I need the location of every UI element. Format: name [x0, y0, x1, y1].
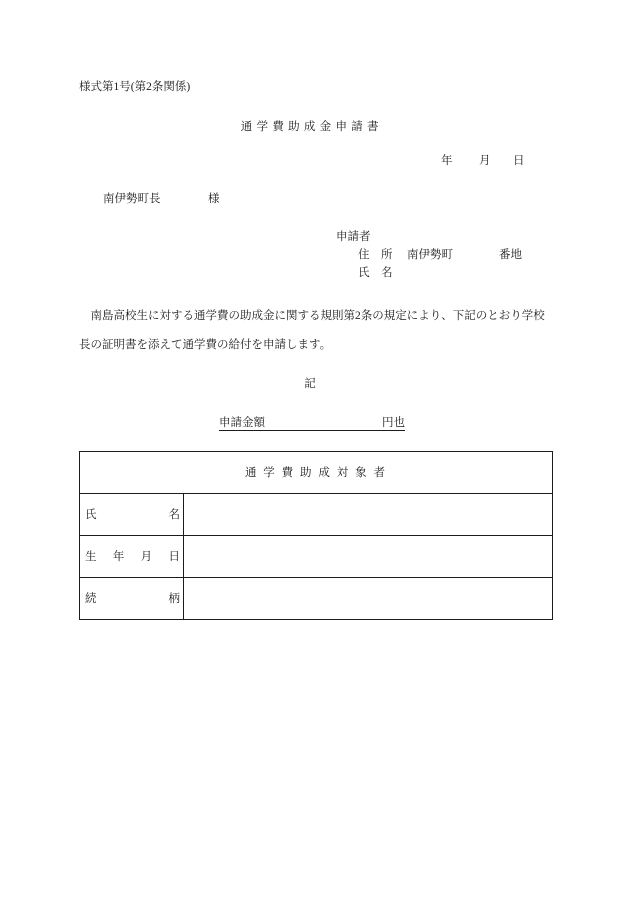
beneficiary-table [79, 451, 553, 620]
table-row [80, 494, 552, 536]
row-label-char: 氏 [85, 508, 97, 521]
body-text-line: 南島高校生に対する通学費の助成金に関する規則第2条の規定により、下記のとおり学校 [90, 310, 545, 322]
form-title: 通 学 費 助 成 金 申 請 書 [240, 121, 380, 133]
date-year-label: 年 [441, 155, 453, 167]
address-label-char: 所 [381, 249, 393, 261]
applicant-heading: 申請者 [336, 231, 371, 243]
row-value-cell [184, 494, 552, 535]
address-label-char: 住 [358, 249, 370, 261]
address-town: 南伊勢町 [407, 249, 453, 261]
table-row [80, 536, 552, 578]
row-label-char: 日 [168, 550, 180, 563]
row-value-cell [184, 536, 552, 577]
table-header: 通 学 費 助 成 対 象 者 [80, 452, 552, 494]
amount-suffix: 円也 [382, 417, 405, 429]
row-label-char: 続 [85, 592, 97, 605]
row-label-char: 月 [140, 550, 153, 563]
row-label [80, 536, 184, 577]
amount-blank [265, 416, 382, 430]
row-label-char: 名 [168, 508, 180, 521]
date-month-label: 月 [479, 155, 491, 167]
name-label-char: 名 [381, 267, 393, 279]
row-label-char: 柄 [168, 592, 180, 605]
form-number-label: 様式第1号(第2条関係) [79, 81, 191, 93]
amount-label: 申請金額 [219, 417, 265, 429]
table-row [80, 578, 552, 619]
row-label-char: 生 [85, 550, 97, 563]
address-suffix: 番地 [499, 249, 522, 261]
date-day-label: 日 [513, 155, 525, 167]
name-label-char: 氏 [358, 267, 370, 279]
row-value-cell [184, 578, 552, 619]
row-label [80, 494, 184, 535]
row-label [80, 578, 184, 619]
note-heading: 記 [304, 378, 316, 390]
body-text-line: 長の証明書を添えて通学費の給付を申請します。 [79, 339, 332, 351]
addressee-name: 南伊勢町長 [103, 193, 161, 205]
row-label-char: 年 [112, 550, 125, 563]
addressee-honorific: 様 [208, 193, 220, 205]
amount-line [219, 416, 405, 431]
